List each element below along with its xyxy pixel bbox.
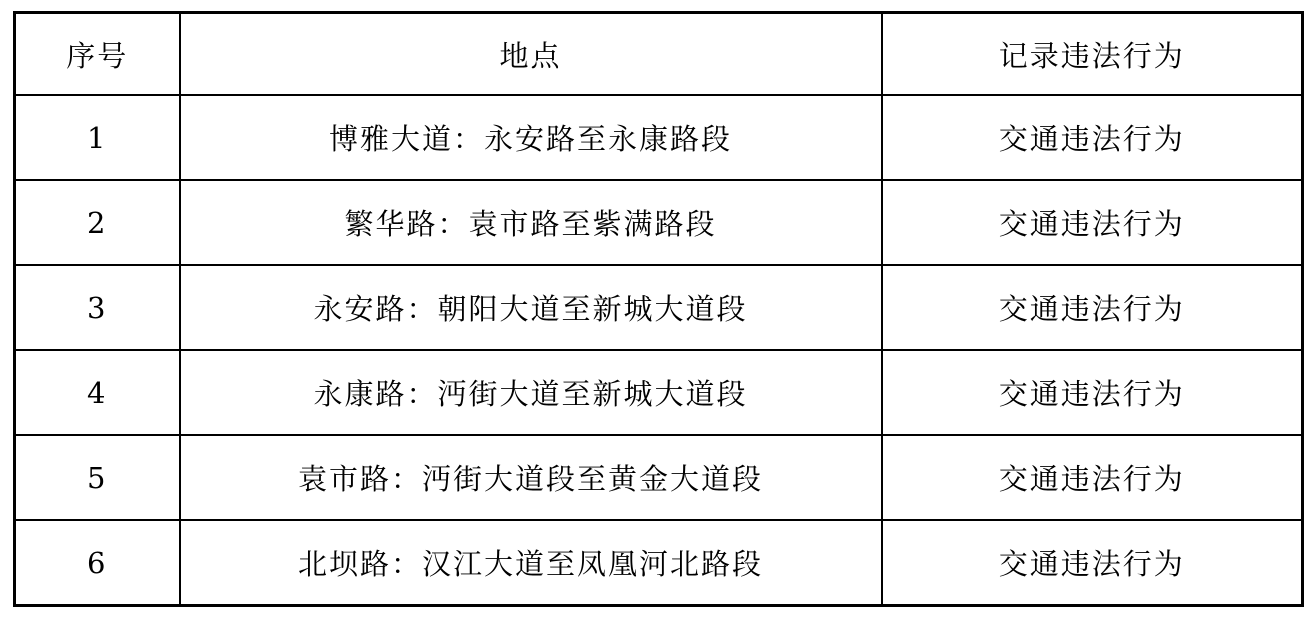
table-row <box>15 520 1303 606</box>
serial-number-cell: 6 <box>15 520 180 606</box>
location-cell: 袁市路：沔街大道段至黄金大道段 <box>180 435 882 520</box>
table-row <box>15 265 1303 350</box>
column-header-serial-number: 序号 <box>15 13 180 96</box>
table-row <box>15 180 1303 265</box>
location-cell: 博雅大道：永安路至永康路段 <box>180 95 882 180</box>
column-header-location: 地点 <box>180 13 882 96</box>
column-header-violation: 记录违法行为 <box>882 13 1303 96</box>
serial-number-cell: 2 <box>15 180 180 265</box>
table-row <box>15 350 1303 435</box>
serial-number-cell: 5 <box>15 435 180 520</box>
violation-cell: 交通违法行为 <box>882 350 1303 435</box>
violation-cell: 交通违法行为 <box>882 265 1303 350</box>
violation-cell: 交通违法行为 <box>882 95 1303 180</box>
header-row <box>15 13 1303 96</box>
violation-cell: 交通违法行为 <box>882 520 1303 606</box>
enforcement-locations-table <box>13 11 1304 607</box>
table-row <box>15 435 1303 520</box>
table-row <box>15 95 1303 180</box>
serial-number-cell: 4 <box>15 350 180 435</box>
location-cell: 永康路：沔街大道至新城大道段 <box>180 350 882 435</box>
violation-cell: 交通违法行为 <box>882 180 1303 265</box>
location-cell: 北坝路：汉江大道至凤凰河北路段 <box>180 520 882 606</box>
location-cell: 永安路：朝阳大道至新城大道段 <box>180 265 882 350</box>
serial-number-cell: 1 <box>15 95 180 180</box>
serial-number-cell: 3 <box>15 265 180 350</box>
violation-cell: 交通违法行为 <box>882 435 1303 520</box>
location-cell: 繁华路：袁市路至紫满路段 <box>180 180 882 265</box>
